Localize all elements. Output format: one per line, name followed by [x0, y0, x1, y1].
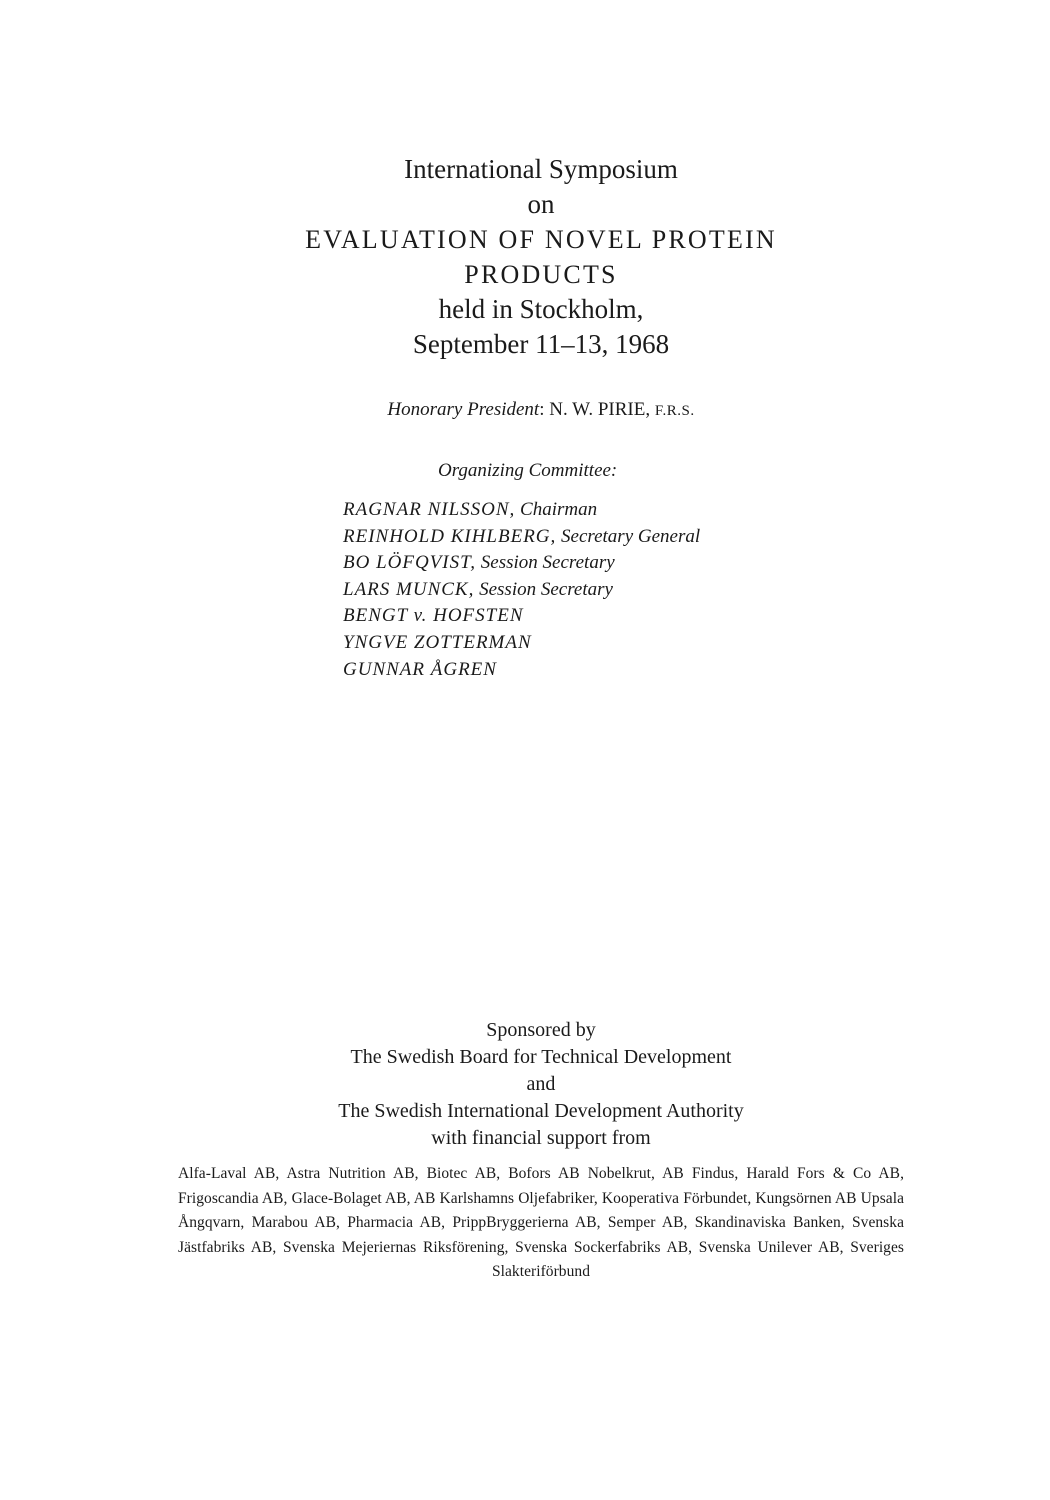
honorary-suffix: F.R.S. [654, 403, 695, 419]
title-line-4: PRODUCTS [464, 260, 618, 289]
sponsor-block [0, 1017, 1050, 1152]
honorary-president [0, 397, 1050, 424]
member-name: YNGVE ZOTTERMAN [343, 631, 532, 653]
member-role: Session Secretary [480, 552, 615, 574]
member-name: BO LÖFQVIST, [343, 552, 477, 574]
committee-member [343, 657, 700, 684]
title-line-2: on [527, 189, 555, 219]
symposium-title [0, 152, 1050, 362]
committee-list [343, 497, 700, 683]
member-name: REINHOLD KIHLBERG, [343, 525, 557, 547]
committee-member [343, 603, 700, 630]
committee-heading: Organizing Committee: [438, 460, 618, 481]
member-name: RAGNAR NILSSON, [343, 499, 516, 520]
sponsor-line-3: and [526, 1073, 556, 1095]
member-role: Chairman [520, 499, 598, 520]
committee-member [343, 550, 700, 577]
committee-member [343, 577, 700, 604]
committee-member [343, 630, 700, 657]
member-name: LARS MUNCK, [343, 578, 475, 600]
sponsor-line-4: The Swedish International Development Authority [338, 1100, 744, 1122]
title-line-6: September 11–13, 1968 [412, 329, 670, 359]
honorary-label: Honorary President [387, 399, 540, 420]
title-line-3: EVALUATION OF NOVEL PROTEIN [305, 225, 777, 254]
title-line-5: held in Stockholm, [438, 294, 644, 324]
honorary-separator: : [539, 399, 545, 420]
member-name: BENGT v. HOFSTEN [343, 605, 524, 627]
sponsor-line-1: Sponsored by [486, 1019, 596, 1041]
member-name: GUNNAR ÅGREN [343, 658, 497, 680]
financial-supporters-list: Alfa-Laval AB, Astra Nutrition AB, Biotec AB, Bofors AB Nobelkrut, AB Findus, Harald Fors & Co AB, Frigoscandia AB, Glace-Bolaget AB, AB Karlshamns Oljefabriker, Kooperativa Förbundet, Kungsörnen AB Upsala Ångqvarn, Marabou AB, Pharmacia AB, PrippBryggerierna AB, Semper AB, Skandinaviska Banken, Svenska Jästfabriks AB, Svenska Mejeriernas Riksförening, Svenska Sockerfabriks AB, Svenska Unilever AB, Sveriges Slakteriförbund [178, 1165, 904, 1280]
sponsor-line-2: The Swedish Board for Technical Development [350, 1046, 732, 1068]
member-role: Secretary General [561, 525, 701, 547]
member-role: Session Secretary [479, 578, 613, 600]
honorary-name: N. W. PIRIE, [549, 399, 651, 420]
committee-member [343, 524, 700, 551]
committee-member [343, 497, 700, 524]
title-line-1: International Symposium [404, 154, 678, 184]
sponsor-line-5: with financial support from [431, 1127, 651, 1149]
